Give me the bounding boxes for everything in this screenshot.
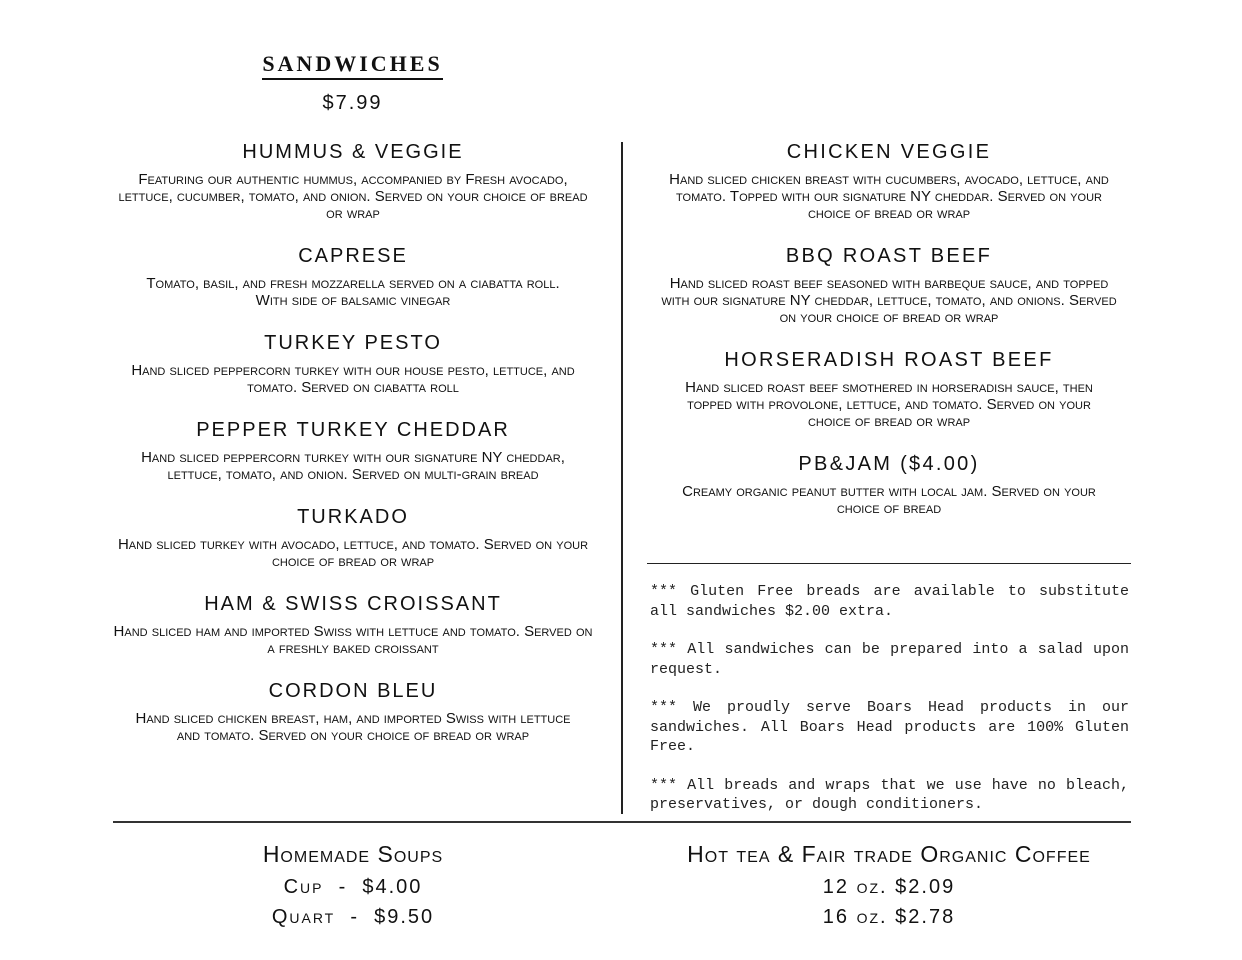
item-description: Creamy organic peanut butter with local jam. Served on your choice of bread [682,483,1096,517]
note-breads: *** All breads and wraps that we use have no bleach, preservatives, or dough conditioners. [650,776,1129,813]
menu-header [140,48,565,115]
item-name: PEPPER TURKEY CHEDDAR [196,419,510,441]
menu-item [123,679,583,744]
item-description: Hand sliced roast beef smothered in horseradish sauce, then topped with provolone, lettuce, and tomato. Served on your choice of bread or wrap [685,379,1093,430]
item-description: Hand sliced chicken breast, ham, and imported Swiss with lettuce and tomato. Served on your choice of bread or wrap [135,710,571,744]
right-menu-column [647,140,1131,539]
item-description: Tomato, basil, and fresh mozzarella served on a ciabatta roll. With side of balsamic vinegar [146,275,560,309]
soup-price-quart: Quart - $9.50 [271,906,435,928]
item-description: Hand sliced peppercorn turkey with our house pesto, lettuce, and tomato. Served on ciabatta roll [131,362,575,396]
note-boars-head: *** We proudly serve Boars Head products in our sandwiches. All Boars Head products are 100% Gluten Free. [650,699,1129,755]
item-description: Featuring our authentic hummus, accompanied by Fresh avocado, lettuce, cucumber, tomato, and onion. Served on your choice of bread or wrap [118,171,588,222]
menu-item [679,452,1099,517]
item-description: Hand sliced turkey with avocado, lettuce, and tomato. Served on your choice of bread or wrap [117,536,589,570]
note-gluten-free: *** Gluten Free breads are available to substitute all sandwiches $2.00 extra. [650,583,1129,620]
item-name: BBQ ROAST BEEF [785,245,993,267]
page-title: SANDWICHES [262,51,442,80]
item-description: Hand sliced roast beef seasoned with barbeque sauce, and topped with our signature NY cheddar, lettuce, tomato, and onions. Served on your choice of bread or wrap [661,275,1117,326]
menu-notes [650,582,1129,834]
menu-item [654,244,1124,326]
menu-item [113,505,593,570]
item-description: Hand sliced ham and imported Swiss with lettuce and tomato. Served on a freshly baked croissant [113,623,593,657]
item-name: CHICKEN VEGGIE [786,141,992,163]
item-name: CAPRESE [298,245,408,267]
menu-item [138,244,568,309]
footer-divider [113,821,1131,823]
menu-item [113,140,593,222]
menu-item [659,140,1119,222]
item-description: Hand sliced peppercorn turkey with our signature NY cheddar, lettuce, tomato, and onion. Served on multi-grain bread [141,449,565,483]
soup-price-cup: Cup - $4.00 [283,876,423,898]
item-name: HAM & SWISS CROISSANT [204,593,502,615]
soups-title: Homemade Soups [262,841,444,867]
coffee-section [647,840,1131,932]
coffee-title: Hot tea & Fair trade Organic Coffee [687,841,1091,867]
menu-item [118,331,588,396]
item-name: TURKEY PESTO [264,332,442,354]
left-menu-column [113,140,593,766]
soups-section [113,840,593,932]
note-salad: *** All sandwiches can be prepared into a salad upon request. [650,641,1129,678]
sandwich-price: $7.99 [322,92,383,114]
item-name: TURKADO [297,506,409,528]
menu-item [669,348,1109,430]
coffee-price-12oz: 12 oz. $2.09 [822,876,956,898]
notes-divider [647,563,1131,564]
menu-item [113,592,593,657]
coffee-price-16oz: 16 oz. $2.78 [822,906,956,928]
item-name: CORDON BLEU [268,680,438,702]
item-name: HORSERADISH ROAST BEEF [724,349,1054,371]
menu-item [118,418,588,483]
column-divider [621,142,623,814]
item-description: Hand sliced chicken breast with cucumbers, avocado, lettuce, and tomato. Topped with our signature NY cheddar. Served on your choice of bread or wrap [669,171,1109,222]
item-name: PB&JAM ($4.00) [798,453,980,475]
item-name: HUMMUS & VEGGIE [242,141,464,163]
